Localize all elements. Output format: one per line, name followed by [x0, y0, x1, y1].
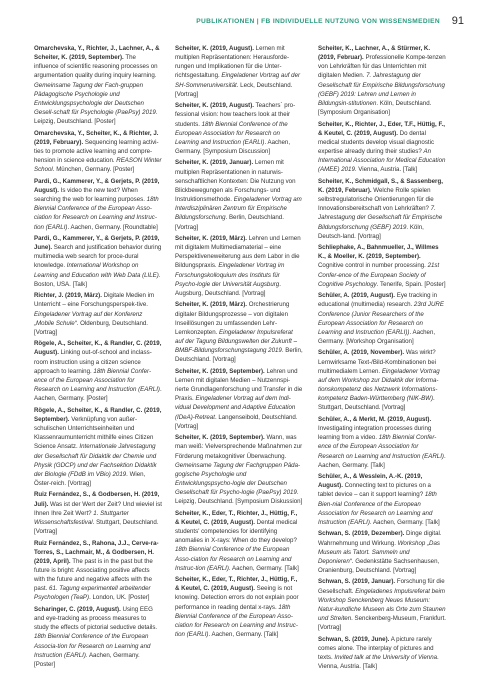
entry-title: Workshop „Das Museum als Tatort. Sammeln und Deponieren“	[318, 539, 440, 565]
entry-title: Eingeladenes Impulsreferat beim Workshop Senckenberg Neues Museum: Natur-kundliche Museen als Orte zum Staunen und Streiten	[318, 587, 446, 623]
entry-details: . Wien, Öster-reich. [Vortrag]	[34, 470, 146, 487]
entry-title: 61. Tagung experimentell arbeitender Psychologen (TeaP)	[34, 585, 151, 602]
entry-title: Gemeinsame Tagung der Fachgruppen Päda-gogische Psychologie und Entwicklungspsycho-logie der Deutschen Gesellschaft für Psycho-logie (PaePsy) 2019	[175, 461, 301, 497]
header-separator: |	[256, 18, 259, 25]
publication-entry	[175, 433, 303, 506]
entry-authors: Scheiter, K. (2019, August).	[175, 102, 254, 110]
entry-authors: Scheiter, K. (2019, August).	[175, 45, 254, 52]
entry-authors: Schüler, A. (2019, November).	[318, 349, 405, 357]
entry-details: . Aachen, Germany. [Roundtable]	[67, 223, 158, 231]
entry-authors: Scheiter, K. (2019, Januar).	[175, 159, 254, 167]
entry-title: 18th Biennial Conference of the European Associa-tion for Research on Learning and Instruction (EARLI)	[34, 633, 151, 659]
entry-text: Forschung für die Gesellschaft.	[318, 578, 445, 595]
publication-entry	[34, 129, 162, 175]
entry-text: Is video the new text? When searching the web for learning purposes.	[34, 186, 147, 204]
publication-entry	[175, 509, 303, 573]
entry-details: . Boston, USA. [Talk]	[34, 271, 161, 288]
page-header	[20, 15, 464, 31]
entry-title: Eingeladener Vortrag am Interdisziplinären Zentrum für Empirische Bildungsforschung	[175, 196, 302, 222]
publication-entry	[34, 539, 162, 603]
entry-text: Seeing is not knowing. Detection errors do not explain poor performance in reading dental x-rays.	[175, 585, 299, 611]
publication-entry	[175, 234, 303, 298]
entry-authors: Schüler, A., & Wesslein, A.-K. (2019, August).	[318, 473, 423, 490]
entry-text: Wann, was man weiß: Vielversprechende Maßnahmen zur Förderung metakognitiver Überwachung.	[175, 434, 303, 460]
entry-title: 18th Biennial Conference of the European Asso-ciation for Research on Learning and Instruc-tion (EARLI)	[34, 196, 159, 231]
entry-text: Lernen mit multiplen Repräsentationen in naturwis-senschaftlichen Kontexten: Die Nutzung von Blickbewegungen als Forschungs- und Instruktionsmethode.	[175, 159, 296, 204]
entry-title: 7. Jahrestagung der Gesellschaft für Empirische Bildungsforschung (GEBF) 2019	[318, 205, 443, 231]
entry-text: Cognitive control in number processing.	[318, 262, 428, 270]
entry-details: . Berlin, Deutschland. [Vortrag]	[175, 347, 303, 364]
publication-entry	[175, 101, 303, 156]
publication-entry	[318, 44, 446, 117]
entry-details: . Augsburg, Deutschland. [Vortrag]	[175, 280, 281, 297]
entry-details: . Senckenberg-Museum, Frankfurt. [Vortrag]	[318, 615, 447, 632]
entry-text: Investigating integration processes during learning from a video.	[318, 425, 432, 442]
entry-authors: Scheiter, K. (2019, September).	[175, 367, 265, 375]
entry-details: . Gedenkstätte Sachsenhausen, Oranienburg, Deutschland. [Vortrag]	[318, 557, 440, 574]
entry-text: Search and justification behavior during multimedia web search for procе-dural knowledge.	[34, 244, 162, 270]
entry-text: Was ist der Wert der Zeit? Und wieviel ist Ihnen Ihre Zeit Wert?	[34, 500, 162, 517]
publication-columns	[34, 44, 458, 672]
column-3	[318, 44, 446, 674]
entry-text: Digitale Medien im Unterricht – eine Forschungsperspek-tive.	[34, 292, 155, 309]
entry-title: Invited talk at the University of Vienna	[334, 653, 438, 661]
entry-authors: Pardi, G., Kammerer, Y., & Gerjets, P. (2019, June).	[34, 235, 160, 252]
entry-details: . Leipzig, Deutschland. [Poster]	[34, 109, 158, 126]
entry-details: . Aachen, Germany. [Poster]	[34, 386, 162, 403]
entry-details: . Aachen, Germany. [Talk]	[228, 564, 299, 572]
publication-entry	[34, 291, 162, 337]
entry-authors: Scheiter, K., Eder, T., Richter, J., Hüttig, F., & Keutel, C. (2019, August).	[175, 576, 298, 593]
entry-text: Connecting text to pictures on a tablet device – can it support learning?	[318, 482, 431, 499]
entry-authors: Ruiz Fernández, S., Rahona, J.J., Cerve-ra-Torres, S., Lachmair, M., & Godbersen, H. (2019, April).	[34, 539, 159, 565]
entry-authors: Richter, J. (2019, März).	[34, 292, 102, 300]
entry-authors: Scheiter, K. (2019, März).	[175, 235, 248, 243]
entry-title: 23rd JURE Conference (Junior Researchers of the European Association for Research on Learning and Instruction (EARLI))	[318, 301, 444, 336]
entry-details: . München, Germany. [Poster]	[52, 166, 135, 174]
entry-title: REASON Winter School	[34, 157, 162, 174]
entry-details: . Aachen, Germany. [Symposium Discussion]	[175, 138, 291, 156]
entry-details: . Stuttgart, Deutschland. [Vortrag]	[318, 395, 435, 412]
entry-details: . Aachen, Germany. [Poster]	[34, 651, 140, 668]
entry-authors: Scheiter, K., Richter, J., Eder, T.F., Hüttig, F., & Keutel, C. (2019, August).	[318, 120, 445, 137]
entry-authors: Schwan, S. (2019, Januar).	[318, 578, 396, 586]
entry-title: Gemeinsame Tagung der Fach-gruppen Pädagogische Psychologie und Entwicklungspsychologie der Deutschen Gesell-schaft für Psychologie (PaePsy) 2019	[34, 81, 156, 117]
entry-title: 18th Bien-nial Conference of the European Association for Research on Learning and Instruction (EARLI)	[318, 491, 437, 526]
entry-title: 21st Confer-ence of the European Society of Cognitive Psychology	[318, 262, 440, 288]
entry-authors: Scheiter, K., Eder, T., Richter, J., Hüttig, F., & Keutel, C. (2019, August).	[175, 509, 298, 526]
entry-details: . Aachen, Germany. [Talk]	[369, 518, 440, 526]
publication-entry	[318, 415, 446, 470]
entry-title: 18th Biennial Conference of the European Asso-ciation for Research on Learning and Instruc-tion (EARLI)	[175, 546, 292, 572]
header-section: FB INDIVIDUELLE NUTZUNG VON WISSENSMEDIEN	[261, 18, 440, 25]
entry-details: . Stuttgart, Deutschland. [Vortrag]	[34, 518, 159, 536]
entry-authors: Omarchevska, Y., Scheiter, K., & Richter, J. (2019, February).	[34, 129, 159, 146]
running-header	[196, 18, 440, 25]
entry-title: Eingeladener Vortrag auf der SH-Sommeruniversität	[175, 72, 301, 89]
publication-entry	[175, 300, 303, 364]
entry-authors: Schüler, A. (2019, August).	[318, 292, 396, 300]
entry-authors: Scheiter, K., Schmidgall, S., & Sassenberg, K. (2019, Februar).	[318, 177, 443, 194]
entry-details: . Aachen, Germany. [Talk]	[208, 631, 279, 639]
entry-text: A picture rarely comes alone. The interplay of pictures and texts.	[318, 635, 434, 661]
publication-entry	[175, 575, 303, 639]
entry-authors: Scheiter, K., Lachner, A., & Stürmer, K. (2019, Februar).	[318, 45, 431, 62]
entry-authors: Schwan, S. (2019, June).	[318, 635, 390, 643]
entry-details: . Oldenburg, Deutschland. [Vortrag]	[34, 319, 149, 336]
publication-entry	[34, 177, 162, 232]
entry-details: . Berlin, Deutschland. [Vortrag]	[175, 214, 284, 231]
entry-text: Linking out-of-school and inclass-room instruction using a citizen science approach to learning.	[34, 349, 152, 375]
entry-authors: Scheiter, K. (2019, September).	[175, 434, 265, 442]
entry-authors: Rögele, A., Scheiter, K., & Randler, C. (2019, August).	[34, 340, 162, 357]
publication-entry	[34, 234, 162, 289]
publication-entry	[175, 367, 303, 431]
entry-text: Dinge digital. Wahrnehmung und Wirkung.	[318, 530, 442, 547]
publication-entry	[318, 529, 446, 575]
entry-details: . Köln, Deutschland. [Symposium Organisation]	[318, 99, 432, 117]
publication-entry	[318, 243, 446, 289]
entry-authors: Rögele, A., Scheiter, K., & Randler, C. (2019, September).	[34, 406, 162, 423]
entry-text: Eye tracking in educational (multimedia) research.	[318, 292, 437, 309]
publication-entry	[175, 44, 303, 99]
entry-title: 18th Biennial Conference of the European Asso-ciation for Research on Learning and Instruc-tion (EARLI)	[175, 603, 298, 639]
entry-details: . Aachen, Germany. [Workshop Organisation]	[318, 328, 436, 346]
entry-title: 1. Stuttgarter Wissenschaftsfestival	[34, 509, 129, 526]
entry-authors: Schwan, S. (2019, Dezember).	[318, 530, 405, 538]
entry-details: . Köln, Deutsch-land. [Vortrag]	[318, 223, 424, 240]
entry-authors: Scharinger, C. (2019, August).	[34, 605, 121, 613]
publication-entry	[318, 348, 446, 412]
entry-details: . Leipzig, Deutschland. [Symposium Diskussion]	[175, 489, 303, 506]
publication-entry	[34, 44, 162, 126]
entry-text: Do dental medical students develop visual diagnostic expertise already during their studies?	[318, 129, 435, 156]
entry-title: 18th Biennial Confer-ence of the European Association for Research on Learning and Instruction (EARLI)	[318, 434, 444, 460]
publication-entry	[318, 577, 446, 632]
publication-entry	[318, 291, 446, 346]
entry-details: . Vienna, Austria. [Talk]	[318, 653, 439, 671]
publication-entry	[34, 339, 162, 403]
entry-authors: Pardi, G., Kammerer, Y., & Gerjets, P. (2019, August).	[34, 177, 160, 194]
entry-details: . Tenerife, Spain. [Poster]	[376, 280, 446, 288]
entry-title: 18th Biennial Conference of the European Association for Research on Learning and Instruction (EARLI)	[175, 120, 288, 146]
entry-authors: Scheiter, K. (2019, März).	[175, 301, 248, 309]
entry-text: Welche Rolle spielen selbstregulatorische Orientierungen für die Innovationsbereitschaft von Lehrkräften?	[318, 186, 434, 213]
entry-text: Sequencing learning activi-ties to promote active learning and compre-hension in science education.	[34, 138, 159, 165]
page-number: 91	[451, 15, 464, 27]
entry-details: . London, UK. [Poster]	[89, 594, 150, 602]
entry-text: Lehren und Lernen mit digitalen Medien – Nutzennspi-rierte Grundlagenforschung und Transfer in die Praxis.	[175, 367, 303, 403]
publication-entry	[34, 406, 162, 488]
column-1	[34, 44, 162, 671]
entry-title: Eingeladener Vortrag auf dem Indi-vidual Development and Adaptive Education (IDeA)-Retreat	[175, 395, 296, 421]
entry-text: Dental medical students' competencies for identifying anomalies in X-rays: When do they develop?	[175, 518, 298, 545]
entry-title: Eingeladener Vortrag im Forschungskolloquium des Instituts für Psycho-logie der Universität Augsburg	[175, 262, 285, 288]
entry-authors: Ruiz Fernández, S., & Godbersen, H. (2019, Juli).	[34, 491, 160, 508]
entry-text: The past is in the past but the future is bright: Associating positive affects with the future and negative affects with the past.	[34, 557, 153, 593]
entry-text: Teachers´ pro-fessional vision: how teachers look at their students.	[175, 102, 296, 128]
publication-entry	[175, 158, 303, 231]
entry-text: The influence of scientific reasoning processes on argumentation quality during inquiry learning.	[34, 54, 158, 80]
entry-title: Eingeladener Vortrag auf dem Workshop zur Didaktik der Informa-tionskompetenz des Netzwerk Informations-kompetenz Baden-Württemberg (NIK-BW)	[318, 367, 440, 403]
publication-entry	[34, 490, 162, 536]
entry-text: Lernen mit multiplen Repräsentationen: Herausforde-rungen und Implikationen für die Unter-richtsgestaltung.	[175, 45, 290, 80]
entry-details: . Vienna, Austria. [Talk]	[354, 166, 418, 174]
entry-title: Eingeladener Impulsreferat auf der Tagung Bildungswelten der Zukunft – BMBF-Bildungsforschungstagung 2019	[175, 328, 297, 355]
entry-authors: Omarchevska, Y., Richter, J., Lachner, A., & Scheiter, K. (2019, September).	[34, 45, 160, 62]
entry-text: Orchestrierung digitaler Bildungsprozesse – von digitalen Inseillösungen zu umfassenden Lehr-Lernkonzepten.	[175, 301, 290, 336]
entry-authors: Schliephake, A., Bahnmueller, J., Willmes K., & Moeller, K. (2019, September).	[318, 244, 439, 261]
entry-details: . Langenseibold, Deutschland. [Vortrag]	[175, 413, 298, 430]
entry-title: Internationale Jahrestagung der Gesellschaft für Didaktik der Chemie und Physik (GDCP) und der Fachsektion Didaktik der Biologie (FDdB im VBio) 2019	[34, 443, 157, 478]
entry-title: 18th Biennial Confer-ence of the European Association for Research on Learning and Instruction (EARLI)	[34, 367, 160, 394]
entry-title: Eingeladener Vortrag auf der Konferenz „Mobile Schule“	[34, 310, 143, 327]
entry-details: . Aachen, Germany. [Talk]	[318, 452, 446, 469]
entry-text: Professionelle Kompe-tenzen von Lehrkräften für das Unterrichten mit digitalen Medien.	[318, 54, 446, 80]
entry-title: An International Association for Medical Education (AMEE) 2019	[318, 148, 446, 174]
entry-authors: Schüler, A., & Merkt, M. (2019, August).	[318, 415, 432, 423]
column-2	[175, 44, 303, 642]
publication-entry	[318, 120, 446, 175]
publication-entry	[34, 605, 162, 669]
entry-title: International Workshop on Learning and Education with Web Data (LILE)	[34, 262, 159, 279]
entry-details: . Leck, Deutschland. [Vortrag]	[175, 81, 293, 98]
entry-text: Was wirkt? Lernwirksame Text-/Bild-Kombinationen bei multimedialem Lernen.	[318, 349, 436, 375]
publication-entry	[318, 177, 446, 241]
publication-entry	[318, 635, 446, 672]
entry-text: Using EEG and eye-tracking as process measures to study the effects of pictorial seductive details.	[34, 605, 158, 632]
entry-text: Lehren und Lernen mit digitalem Multimediamaterial – eine Perspektiveneweiterung aus dem Labor in die Bildungspraxis.	[175, 235, 301, 270]
publication-entry	[318, 472, 446, 527]
header-publications: PUBLIKATIONEN	[196, 18, 255, 25]
entry-title: 7. Jahrestagung der Gesellschaft für Empirische Bildungsforschung (GEBF) 2019: Lehren und Lernen in Bildungsin-stitutionen	[318, 72, 445, 107]
entry-text: Verknüpfung von außer-schulischen Unterrichtseinheiten und Klassenraumunterricht mithilfe eines Citizen Science Ansatz.	[34, 415, 154, 451]
